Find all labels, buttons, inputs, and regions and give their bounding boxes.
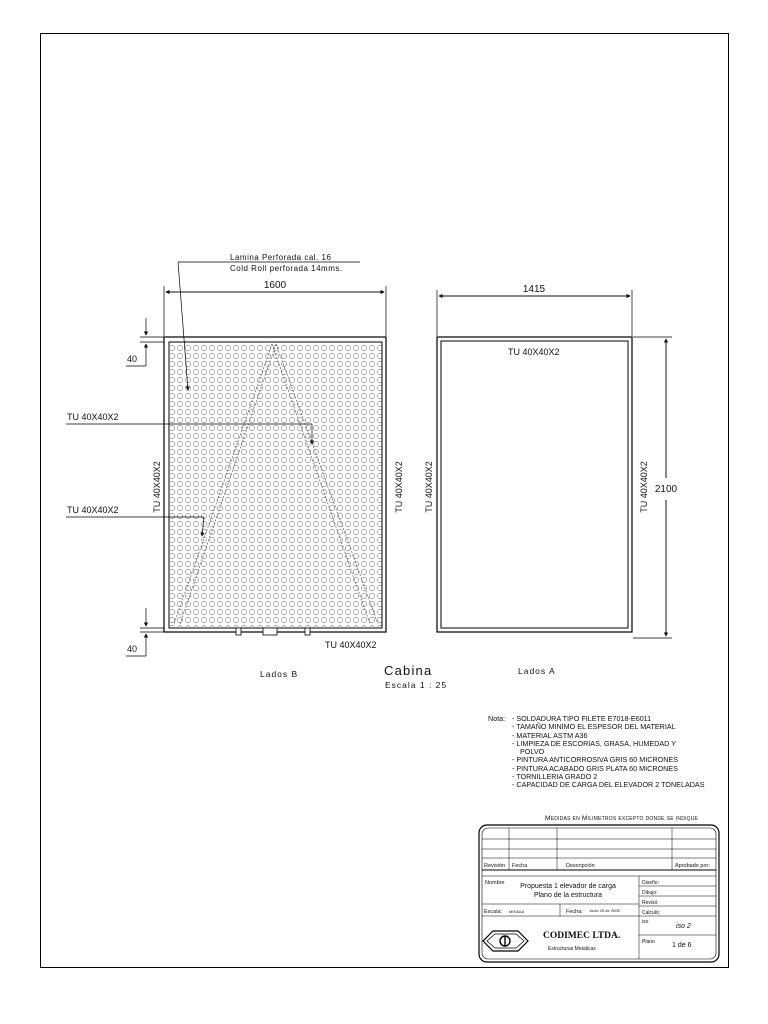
height-dimension-a-text: 2100	[654, 484, 678, 495]
note-item: - SOLDADURA TIPO FILETE E7018-E6011	[512, 714, 652, 723]
tb-plano-value: 1 de 6	[672, 942, 692, 949]
left-profile-label-a: TU 40X40X2	[424, 461, 434, 513]
units-note: Medidas en Milimetros excepto donde se indique	[545, 815, 699, 822]
notes-label: Nota:	[488, 714, 506, 723]
note-item: - CAPACIDAD DE CARGA DEL ELEVADOR 2 TONELADAS	[512, 780, 705, 790]
tb-iso-label: iso	[642, 919, 649, 925]
view-a-label: Lados A	[518, 666, 556, 676]
tb-fecha-field-label: Fecha:	[566, 909, 583, 915]
note-item: - MATERIAL ASTM A36	[512, 730, 588, 740]
note-item: - PINTURA ACABADO GRIS PLATA 60 MICRONES	[512, 763, 678, 773]
left-profile-label-b: TU 40X40X2	[152, 461, 162, 513]
width-dimension-b-text: 1600	[263, 280, 287, 291]
perforated-sheet	[170, 344, 382, 627]
tb-nombre-label: Nombre	[485, 880, 505, 886]
tb-fecha-label: Fecha	[512, 863, 528, 869]
top-40-dimension-text: 40	[127, 354, 138, 364]
tb-escala-value: MIKAAA	[509, 909, 525, 914]
tb-aprobado-label: Aprobado por:	[675, 863, 710, 869]
frame-outer-a	[437, 337, 632, 632]
callout-1-text: TU 40X40X2	[67, 412, 119, 422]
view-a	[424, 284, 678, 676]
tb-company-sub: Estructuras Metalicas	[548, 946, 596, 952]
view-b	[66, 253, 404, 679]
codimec-logo	[483, 931, 528, 951]
top-profile-label-a: TU 40X40X2	[508, 347, 560, 357]
lamina-note-line-1: Lamina Perforada cal. 16	[230, 253, 332, 262]
width-dimension-a-text: 1415	[522, 284, 546, 295]
bottom-40-dimension-text: 40	[127, 644, 138, 654]
general-notes	[488, 715, 705, 790]
tb-company: CODIMEC LTDA.	[543, 931, 621, 941]
note-item: - PINTURA ANTICORROSIVA GRIS 60 MICRONES	[512, 755, 679, 765]
frame-inner-a	[441, 341, 628, 628]
tb-calculo-label: Calculó:	[642, 910, 661, 916]
right-profile-label-b: TU 40X40X2	[394, 461, 404, 513]
note-item: - LIMPIEZA DE ESCORIAS, GRASA, HUMEDAD Y	[512, 738, 677, 748]
tb-dibujo-label: Dibujo:	[642, 890, 658, 896]
tb-nombre-line-1: Propuesta 1 elevador de carga	[520, 883, 616, 890]
tb-revision-label: Revisión	[484, 863, 506, 869]
lamina-note-line-2: Cold Roll perforada 14mms.	[230, 264, 343, 273]
note-item: POLVO	[520, 747, 545, 757]
tb-nombre-line-2: Plano de la estructura	[533, 892, 603, 899]
tb-diseno-label: Diseño:	[642, 880, 659, 886]
bottom-tab	[263, 628, 277, 635]
tb-plano-label: Plano	[642, 939, 655, 945]
width-dimension-a	[437, 290, 632, 336]
tb-escala-label: Escala:	[484, 909, 503, 915]
tb-iso-value: iso 2	[676, 923, 691, 930]
view-b-label: Lados B	[260, 669, 299, 679]
drawing-scale: Escala 1 : 25	[385, 680, 448, 690]
note-item: - TORNILLERIA GRADO 2	[512, 772, 598, 782]
callout-2-text: TU 40X40X2	[67, 505, 119, 515]
drawing-title: Cabina	[384, 663, 433, 678]
tb-reviso-label: Revisó:	[642, 900, 659, 906]
bottom-tab	[236, 628, 241, 635]
bottom-tab	[305, 628, 310, 635]
width-dimension-b	[164, 286, 386, 336]
tb-fecha-field-value: Junio 25 de 2006	[589, 908, 620, 913]
bottom-profile-label-b: TU 40X40X2	[325, 640, 377, 650]
note-item: - TAMAÑO MINIMO EL ESPESOR DEL MATERIAL	[512, 722, 676, 732]
right-profile-label-a: TU 40X40X2	[639, 461, 649, 513]
title-block-text	[483, 863, 710, 952]
tb-descripcion-label: Descripción	[566, 863, 595, 869]
